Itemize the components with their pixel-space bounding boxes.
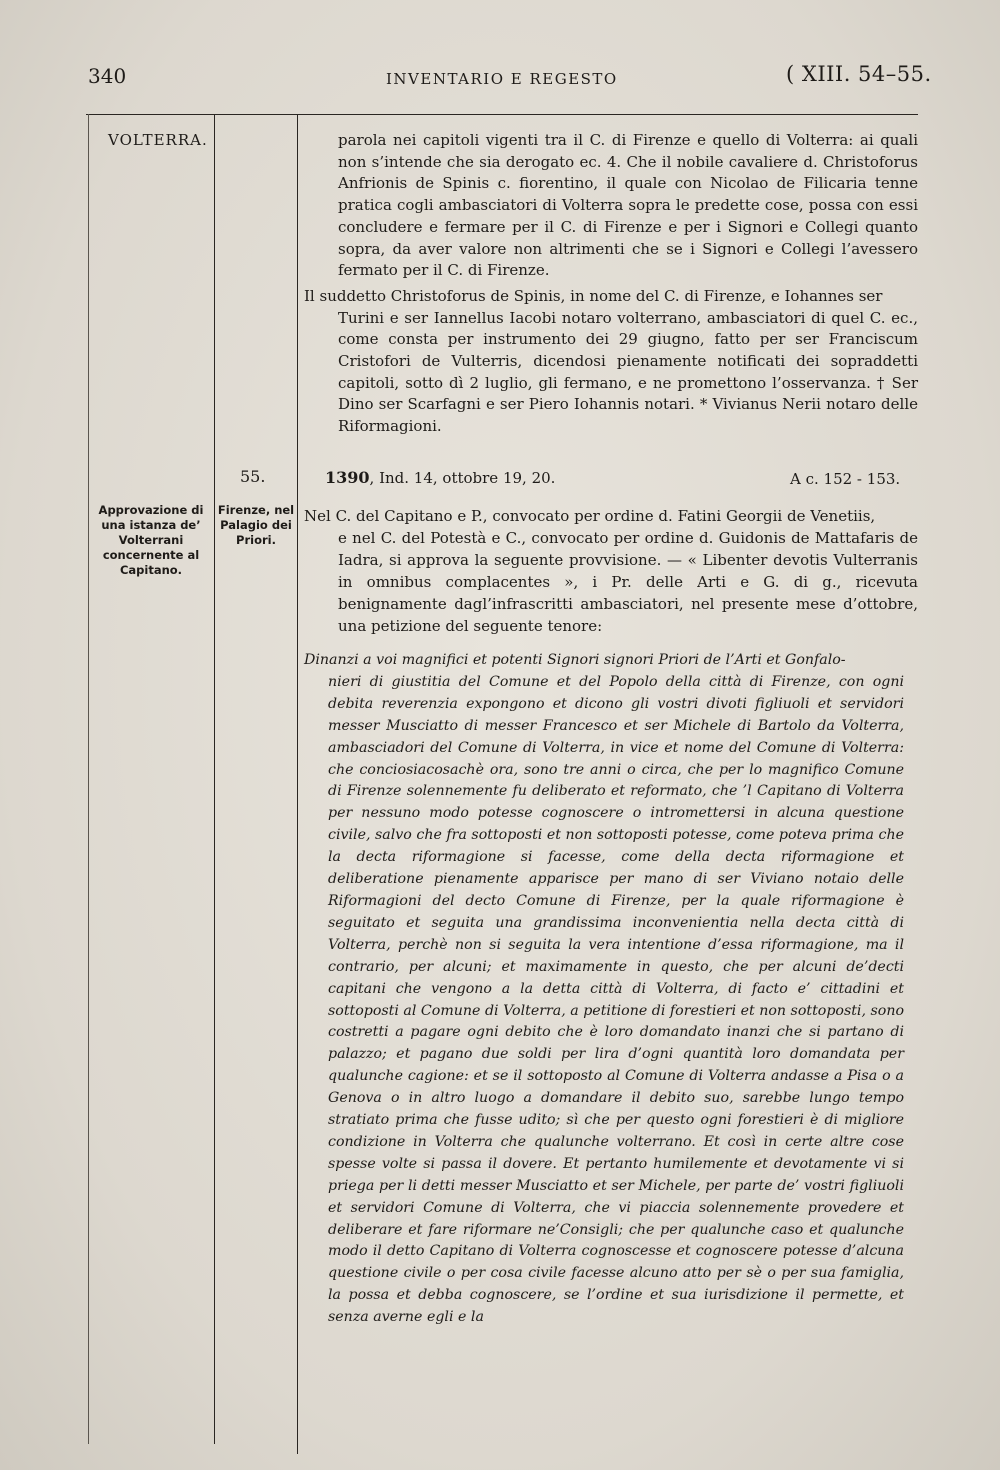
petition-rest: nieri di giustitia del Comune et del Popolo della città di Firenze, con ogni debita reverenzia expongono et dicono gli vostri divoti figliuoli et servidori messer Musciatto di messer Francesco et ser Michele di Bartolo da Volterra, ambasciadori del Comune di Volterra, in vice et nome del Comune di Volterra: che conciosiacosachè ora, sono tre anni o circa, che per lo magnifico Comune di Firenze solennemente fu deliberato et reformato, che ’l Capitano di Volterra per nessuno modo potesse cognoscere o intromettersi in alcuna questione civile, salvo che fra sottoposti et non sottoposti potesse, come poteva prima che la decta riformagione si facesse, come della decta riformagione et deliberatione pienamente apparisce per mano di ser Viviano notaio delle Riformagioni del decto Comune di Firenze, per la quale riformagione è seguitato et seguita una grandissima inconvenientia nella decta città di Volterra, perchè non si seguita la vera intentione d’essa riformagione, ma il contrario, per alcuni; et maximamente in questo, che per alcuni de’decti capitani che vengono a la detta città di Volterra, di facto e’ cittadini et sottoposti al Comune di Volterra, a petitione di forestieri et non sottoposti, sono costretti a pagare ogni debito che è loro domandato inanzi che si partano di palazzo; et pagano due soldi per lira d’ogni quantità loro domandata per qualunche cagione: et se il sottoposto al Comune di Volterra andasse a Pisa o a Genova o in altro luogo a domandare il debito suo, sarebbe lungo tempo stratiato prima che fusse udito; sì che per questo ogni forestieri è di migliore condizione in Volterra che qualunche volterrano. Et così in certe altre cose spesse volte si passa il dovere. Et pertanto humilemente et devotamente vi si priega per li detti messer Musciatto et ser Michele, per parte de’ vostri figliuoli et servidori Comune di Volterra, che vi piaccia solennemente provedere et deliberare et fare riformare ne’Consigli; che per qualunche caso et qualunche modo il detto Capitano di Volterra cognoscesse et cognoscere potesse d’alcuna questione civile o per cosa civile facesse alcuno atto per sè o per sua famiglia, la possa et debba cognoscere, se l’ordine et sua iurisdizione il permette, et senza averne egli e la [328, 673, 904, 1326]
paragraph-ratification [304, 286, 918, 438]
page-number: 340 [88, 64, 127, 88]
place-heading: VOLTERRA. [108, 131, 208, 149]
entry-heading [325, 468, 555, 487]
petition-quotation [304, 650, 904, 1329]
paragraph-ratification-rest: Turini e ser Iannellus Iacobi notaro volterrano, ambasciatori di quel C. ec., come consta per instrumento dei 29 giugno, fatto per ser Franciscum Cristofori de Vulterris, dicendosi pienamente notificati dei sopraddetti capitoli, sotto dì 2 luglio, gli fermano, e ne promettono l’osservanza. † Ser Dino ser Scarfagni e ser Piero Iohannis notari. * Vivianus Nerii notaro delle Riformagioni. [338, 308, 918, 436]
running-title: INVENTARIO E REGESTO [386, 70, 618, 88]
section-reference: ( XIII. 54–55. [786, 62, 932, 86]
page-header [0, 62, 1000, 102]
header-rule [86, 114, 918, 115]
paragraph-council-first-line: Nel C. del Capitano e P., convocato per ordine d. Fatini Georgii de Venetiis, [304, 507, 876, 525]
entry-number: 55. [240, 467, 266, 486]
page-left-rule [88, 114, 89, 1444]
margin-place-note: Firenze, nel Palagio dei Priori. [217, 503, 295, 547]
petition-first-line: Dinanzi a voi magnifici et potenti Signori signori Priori de l’Arti et Gonfalo- [304, 652, 846, 668]
entry-date: , Ind. 14, ottobre 19, 20. [369, 469, 556, 487]
margin-summary-note: Approvazione di una istanza de’ Volterrani concernente al Capitano. [98, 503, 204, 577]
margin-column-divider-2 [297, 114, 298, 1454]
paragraph-council-rest: e nel C. del Potestà e C., convocato per ordine d. Guidonis de Mattafaris de Iadra, si approva la seguente provvisione. — « Libenter devotis Vulterranis in omnibus complacentes », i Pr. delle Arti e G. di g., ricevuta benignamente dagl’infrascritti ambasciatori, nel presente mese d’ottobre, una petizione del seguente tenore: [338, 529, 918, 635]
margin-column-divider-1 [214, 114, 215, 1444]
entry-folio-reference: A c. 152 - 153. [790, 470, 901, 488]
body-text-upper [304, 130, 918, 438]
paragraph-continuation: parola nei capitoli vigenti tra il C. di Firenze e quello di Volterra: ai quali non s’intende che sia derogato ec. 4. Che il nobile cavaliere d. Christoforus Anfrionis de Spinis c. fiorentino, il quale con Nicolao de Filicaria tenne pratica cogli ambasciatori di Volterra sopra le predette cose, possa con essi concludere e fermare per il C. di Firenze e per i Signori e Collegi quanto sopra, da aver valore non altrimenti che se i Signori e Collegi l’avessero fermato per il C. di Firenze. [338, 131, 918, 280]
paragraph-ratification-first-line: Il suddetto Christoforus de Spinis, in nome del C. di Firenze, e Iohannes ser [304, 286, 883, 305]
entry-year: 1390 [325, 468, 370, 487]
paragraph-council [304, 505, 918, 637]
